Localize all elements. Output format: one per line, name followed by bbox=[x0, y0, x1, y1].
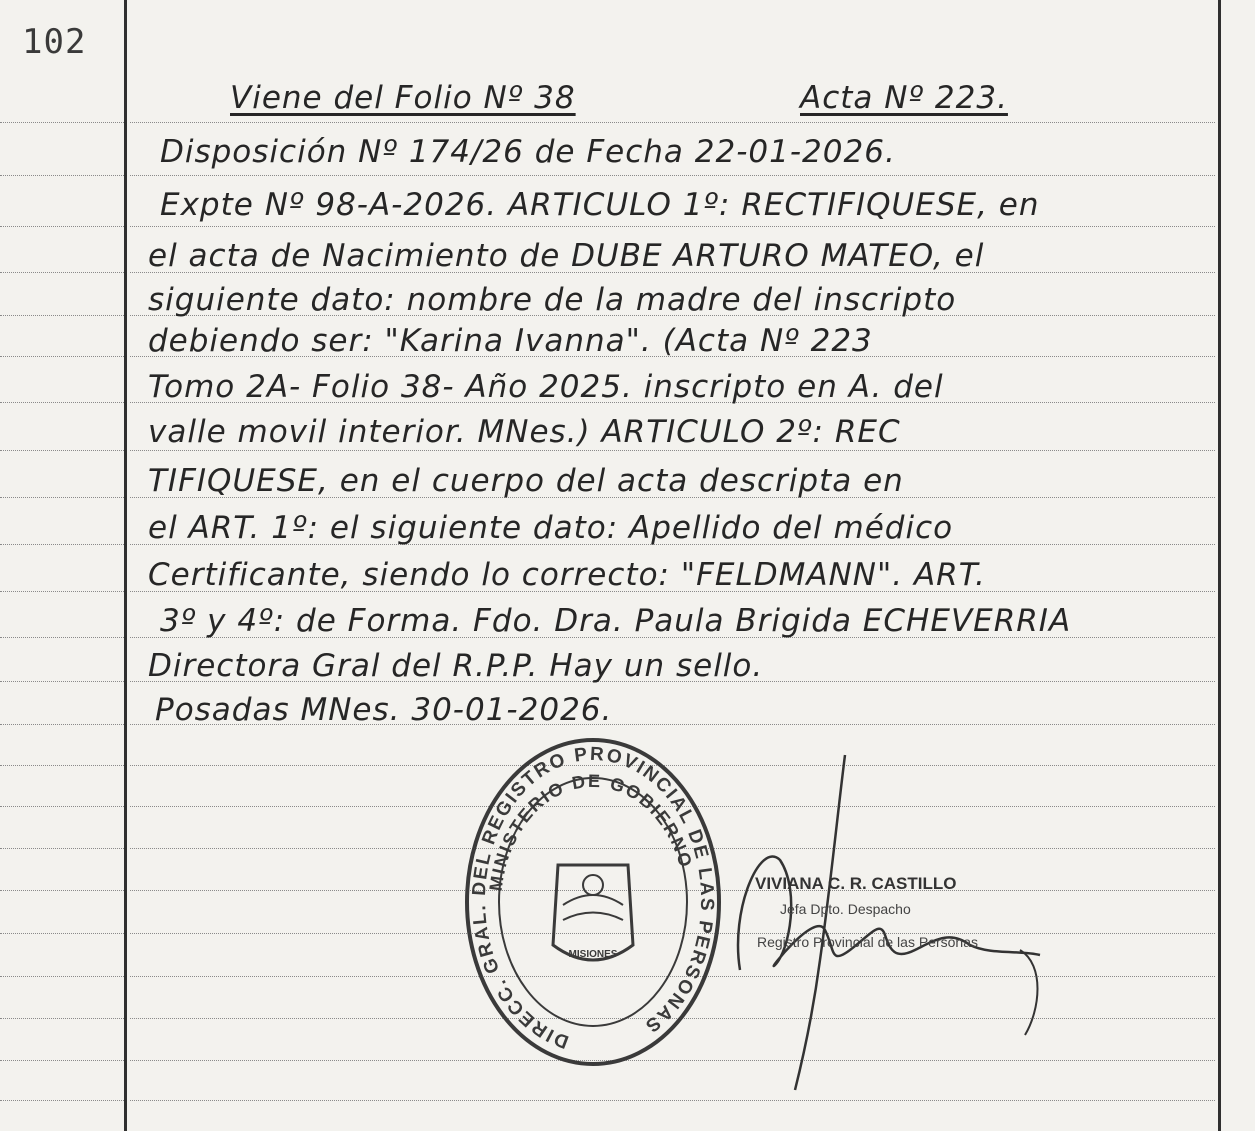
header-folio: Viene del Folio Nº 38 bbox=[230, 80, 576, 116]
official-seal-stamp bbox=[463, 735, 723, 1070]
body-line-12: Directora Gral del R.P.P. Hay un sello. bbox=[148, 648, 764, 684]
body-line-3: el acta de Nacimiento de DUBE ARTURO MATEO, el bbox=[148, 238, 985, 274]
body-line-5: debiendo ser: "Karina Ivanna". (Acta Nº 223 bbox=[148, 323, 873, 359]
seal-inner-text: MINISTERIO DE GOBIERNO bbox=[485, 770, 697, 893]
body-line-10: Certificante, siendo lo correcto: "FELDMANN". ART. bbox=[148, 557, 986, 593]
signature-name: VIVIANA C. R. CASTILLO bbox=[755, 874, 957, 893]
body-line-4: siguiente dato: nombre de la madre del inscripto bbox=[148, 282, 957, 318]
body-line-13: Posadas MNes. 30-01-2026. bbox=[155, 692, 613, 728]
page-number: 102 bbox=[22, 22, 87, 62]
signature-title: Jefa Dpto. Despacho bbox=[780, 901, 911, 917]
body-line-11: 3º y 4º: de Forma. Fdo. Dra. Paula Brigida ECHEVERRIA bbox=[160, 603, 1072, 639]
seal-emblem-text: MISIONES bbox=[568, 949, 618, 960]
seal-outer-text: DIRECC. GRAL. DEL REGISTRO PROVINCIAL DE LAS PERSONAS bbox=[468, 743, 718, 1053]
body-line-6: Tomo 2A- Folio 38- Año 2025. inscripto en A. del bbox=[148, 369, 944, 405]
coat-of-arms-icon bbox=[553, 865, 633, 960]
body-line-8: TIFIQUESE, en el cuerpo del acta descripta en bbox=[148, 463, 904, 499]
signature-organization: Registro Provincial de las Personas bbox=[757, 934, 978, 950]
handwritten-signature bbox=[720, 750, 1060, 1095]
body-line-9: el ART. 1º: el siguiente dato: Apellido del médico bbox=[148, 510, 954, 546]
body-line-7: valle movil interior. MNes.) ARTICULO 2º: REC bbox=[148, 414, 901, 450]
body-line-2: Expte Nº 98-A-2026. ARTICULO 1º: RECTIFIQUESE, en bbox=[160, 187, 1040, 223]
body-line-1: Disposición Nº 174/26 de Fecha 22-01-2026. bbox=[160, 134, 896, 170]
header-acta: Acta Nº 223. bbox=[800, 80, 1008, 116]
